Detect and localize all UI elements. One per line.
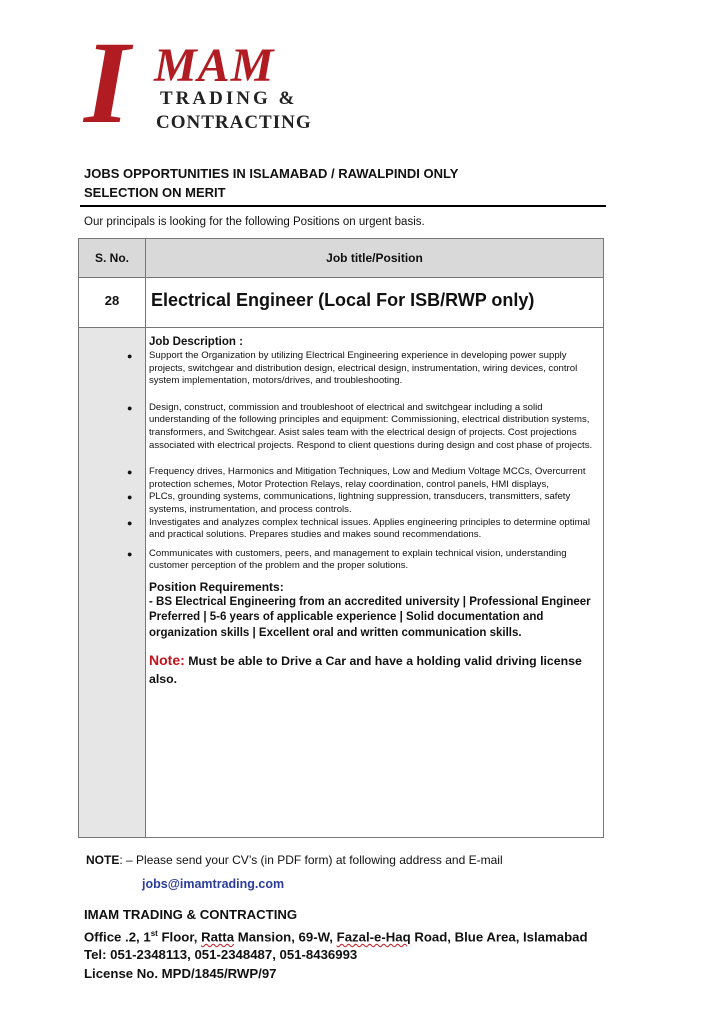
bullet-icon: ● xyxy=(127,351,133,361)
duty-list xyxy=(127,350,593,573)
bullet-icon: ● xyxy=(127,517,133,528)
list-item: ● Communicates with customers, peers, and management to explain technical vision, understanding customer perception of the problem and the proper solutions. xyxy=(127,547,567,572)
serial-number: 28 xyxy=(104,293,120,308)
phone-numbers: Tel: 051-2348113, 051-2348487, 051-8436993 xyxy=(84,947,358,963)
sno-column-shade xyxy=(79,327,145,837)
driving-note xyxy=(149,651,593,688)
note-text: Must be able to Drive a Car and have a holding valid driving license also. xyxy=(149,654,582,687)
heading-line-2: SELECTION ON MERIT xyxy=(84,185,226,200)
list-item: ● Investigates and analyzes complex technical issues. Applies engineering principles to determine optimal and practical solutions. Prepares studies and makes sound recommendations. xyxy=(127,516,591,541)
col-header-title: Job title/Position xyxy=(326,251,423,265)
job-description-block xyxy=(127,335,593,688)
bullet-icon: ● xyxy=(127,467,133,478)
footer-note-label: NOTE xyxy=(86,853,120,867)
bullet-icon: ● xyxy=(127,402,133,413)
row-divider xyxy=(79,327,603,328)
list-item: ● Design, construct, commission and troubleshoot of electrical and switchgear including a solid understanding of the following principles and equipment: Commissioning, electrical distribution systems, transformers, and Switchgear. Asist sales team with the electrical design of projects. Cost projections associated with electrical projects. Respond to client questions during design and cost phase of projects. xyxy=(127,401,593,451)
row-divider xyxy=(79,277,603,278)
company-address-block xyxy=(84,906,588,983)
logo-line-trading: TRADING & xyxy=(160,88,298,109)
company-name: IMAM TRADING & CONTRACTING xyxy=(84,907,298,922)
office-address: Office .2, 1st Floor, Ratta Mansion, 69-W, Fazal-e-Haq Road, Blue Area, Islamabad xyxy=(84,928,588,944)
list-item: ● Frequency drives, Harmonics and Mitigation Techniques, Low and Medium Voltage MCCs, Overcurrent protection schemes, Motor Protection Relays, relay coordination, control panels, HMI displays, xyxy=(127,466,586,490)
logo-line-contracting: CONTRACTING xyxy=(156,112,312,133)
job-description-label: Job Description : xyxy=(149,336,243,348)
column-divider xyxy=(145,239,146,837)
license-number: License No. MPD/1845/RWP/97 xyxy=(84,965,277,981)
contact-email[interactable]: jobs@imamtrading.com xyxy=(142,877,285,891)
list-item: ● PLCs, grounding systems, communications, lightning suppression, transducers, transmitters, safety systems, instrumentation, and process controls. xyxy=(127,491,571,515)
heading-divider xyxy=(80,205,606,207)
list-item: ● Support the Organization by utilizing Electrical Engineering experience in developing power supply projects, switchgear and distribution design, electrical design, instrumentation, wiring devices, control system implementation, motors/drives, and troubleshooting. xyxy=(127,350,578,387)
heading-line-1: JOBS OPPORTUNITIES IN ISLAMABAD / RAWALPINDI ONLY xyxy=(84,166,459,181)
bullet-icon: ● xyxy=(127,548,133,559)
logo-initial: I xyxy=(84,17,130,148)
company-logo xyxy=(84,17,344,148)
job-table xyxy=(78,238,604,838)
requirements-label: Position Requirements: xyxy=(149,579,284,594)
cv-instruction xyxy=(86,852,503,868)
footer-note-text: : – Please send your CV’s (in PDF form) at following address and E-mail xyxy=(119,853,503,867)
note-label: Note: xyxy=(149,652,185,669)
logo-name: MAM xyxy=(154,39,275,92)
page-heading xyxy=(84,164,458,202)
requirements-text: - BS Electrical Engineering from an accredited university | Professional Engineer Preferred | 5-6 years of applicable experience | Solid documentation and organization skills | Excellent oral and written communication skills. xyxy=(149,595,591,639)
bullet-icon: ● xyxy=(127,492,133,503)
intro-text: Our principals is looking for the following Positions on urgent basis. xyxy=(84,216,425,228)
col-header-sno: S. No. xyxy=(94,251,129,265)
job-title: Electrical Engineer (Local For ISB/RWP only) xyxy=(151,290,535,310)
